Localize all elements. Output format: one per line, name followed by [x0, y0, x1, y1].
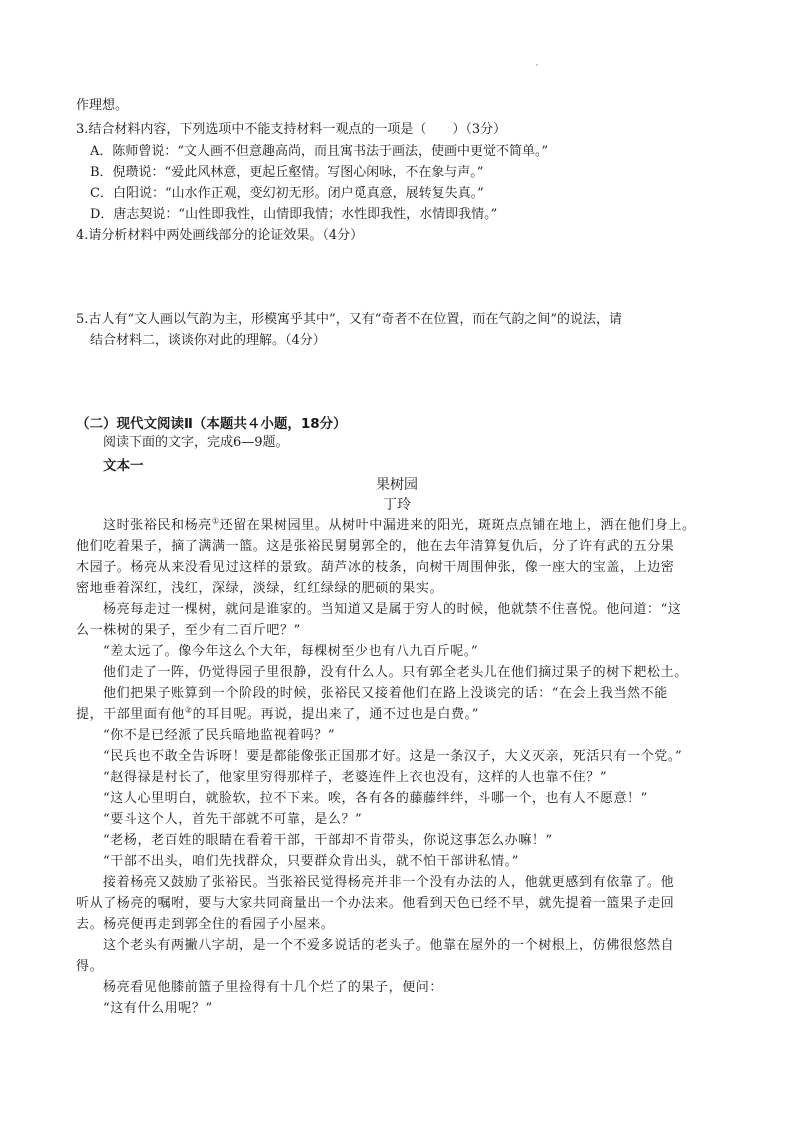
- para-14-line-1: 这个老头有两撇八字胡，是一个不爱多说话的老头子。他靠在屋外的一个树根上，仿佛很悠然自: [103, 938, 675, 953]
- text-span: 的耳目呢。再说，提出来了，通不过也是白费。”: [192, 707, 479, 722]
- para-5-line-1: 他们把果子账算到一个阶段的时候，张裕民又接着他们在路上没谈完的话：“在会上我当然不能: [103, 686, 668, 701]
- q3-option-b: B．倪瓒说：“爱此风林意，更起丘壑情。写图心闲咏，不在象与声。”: [90, 165, 484, 180]
- para-14-line-2: 得。: [76, 959, 104, 974]
- text-span: 这时张裕民和杨亮: [103, 518, 212, 533]
- para-3: “差太远了。像今年这么个大年，每棵树至少也有八九百斤呢。”: [103, 644, 479, 659]
- para-2-line-1: 杨亮每走过一棵树，就问是谁家的。当知道又是属于穷人的时候，他就禁不住喜悦。他问道：“这: [103, 602, 682, 617]
- q3-option-d: D．唐志契说：“山性即我性，山情即我情；水性即我性，水情即我情。”: [90, 207, 498, 222]
- para-6: “你不是已经派了民兵暗地监视着吗？”: [103, 728, 336, 743]
- para-9: “这人心里明白，就脸软，拉不下来。唉，各有各的藤藤绊绊，斗哪一个，也有人不愿意！”: [103, 791, 648, 806]
- para-1-line-2: 他们吃着果子，摘了满满一篮。这是张裕民舅舅郭全的，他在去年清算复仇后，分了许有武的五分果: [76, 539, 675, 554]
- para-10: “要斗这个人，首先干部就不可靠，是么？”: [103, 812, 363, 827]
- para-13-line-1: 接着杨亮又鼓励了张裕民。当张裕民觉得杨亮并非一个没有办法的人，他就更感到有依靠了。他: [103, 875, 675, 890]
- footnote-marker-1: ①: [211, 516, 220, 526]
- q3-stem: 3.结合材料内容，下列选项中不能支持材料一观点的一项是（ ）（3分）: [76, 122, 507, 137]
- q3-option-a: A．陈师曾说：“文人画不但意趣高尚，而且寓书法于画法，使画中更觉不简单。”: [90, 144, 549, 159]
- para-12: “干部不出头，咱们先找群众，只要群众肯出头，就不怕干部讲私情。”: [103, 854, 519, 869]
- text-span: 还留在果树园里。从树叶中漏进来的阳光，斑斑点点铺在地上，洒在他们身上。: [219, 518, 696, 533]
- section2-heading: （二）现代文阅读Ⅱ（本题共４小题，18分）: [76, 416, 347, 432]
- text-label: 文本一: [103, 458, 144, 474]
- q5-stem-line2: 结合材料二，谈谈你对此的理解。（4分）: [90, 333, 326, 348]
- scan-speck: [536, 64, 538, 66]
- q5-stem-line1: 5.古人有“文人画以气韵为主，形模寓乎其中”，又有“奇者不在位置，而在气韵之间”的说法，请: [76, 312, 622, 327]
- para-1-line-1: [103, 516, 696, 536]
- q3-option-c: C．白阳说：“山水作正观，变幻初无形。闭户觅真意，展转复失真。”: [90, 186, 484, 201]
- para-13-line-3: 去。杨亮便再走到郭全住的看园子小屋来。: [76, 917, 335, 932]
- para-4: 他们走了一阵，仍觉得园子里很静，没有什么人。只有郭全老头儿在他们摘过果子的树下耙松土。: [103, 665, 688, 680]
- text-span: 提，干部里面有他: [76, 707, 185, 722]
- section2-instruction: 阅读下面的文字，完成6—9题。: [103, 435, 289, 450]
- para-1-line-3: 木园子。杨亮从来没看见过这样的景致。葫芦冰的枝条，向树干周围伸张，像一座大的宝盖，上边密: [76, 560, 675, 575]
- footnote-marker-2: ②: [184, 705, 193, 715]
- para-15: 杨亮看见他膝前篮子里捡得有十几个烂了的果子，便问：: [103, 980, 444, 995]
- para-13-line-2: 听从了杨亮的嘱咐，要与大家共同商量出一个办法来。他看到天色已经不早，就先提着一篮果子走回: [76, 896, 675, 911]
- para-1-line-4: 密地垂着深红，浅红，深绿，淡绿，红红绿绿的肥硕的果实。: [76, 581, 444, 596]
- para-8: “赵得禄是村长了，他家里穷得那样子，老婆连件上衣也没有，这样的人也靠不住？”: [103, 770, 608, 785]
- para-7: “民兵也不敢全告诉呀！要是都能像张正国那才好。这是一条汉子，大义灭亲，死活只有一个党。”: [103, 749, 683, 764]
- para-5-line-2: [76, 705, 479, 725]
- para-2-line-2: 么一株树的果子，至少有二百斤吧？”: [76, 623, 301, 638]
- para-11: “老杨，老百姓的眼睛在看着干部，干部却不肯带头，你说这事怎么办嘛！”: [103, 833, 553, 848]
- q2-tail: 作理想。: [76, 98, 129, 113]
- q4-stem: 4.请分析材料中两处画线部分的论证效果。（4分）: [76, 228, 364, 243]
- story-title: 果树园: [376, 477, 418, 493]
- para-16: “这有什么用呢？”: [103, 1001, 213, 1016]
- story-author: 丁玲: [383, 497, 411, 513]
